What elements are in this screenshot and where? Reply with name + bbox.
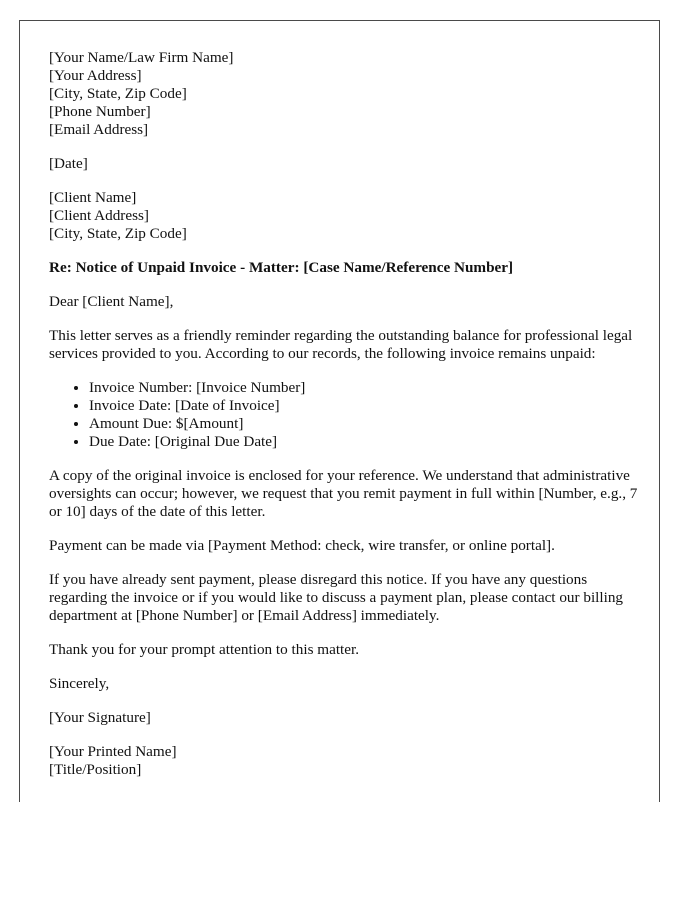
list-item-due-date: • Due Date: [Original Due Date] — [89, 433, 639, 451]
sender-city-state-zip: [City, State, Zip Code] — [49, 85, 187, 102]
recipient-address: [Client Address] — [49, 207, 149, 224]
recipient-city-state-zip: [City, State, Zip Code] — [49, 225, 187, 242]
date-block — [49, 155, 639, 173]
letter-date: [Date] — [49, 155, 88, 172]
closing: Sincerely, — [49, 675, 110, 692]
paragraph-payment: Payment can be made via [Payment Method: check, wire transfer, or online portal]. — [49, 537, 555, 554]
signature: [Your Signature] — [49, 709, 151, 726]
title-position: [Title/Position] — [49, 761, 142, 778]
sender-email: [Email Address] — [49, 121, 149, 138]
letter-page — [19, 20, 660, 802]
sender-address: [Your Address] — [49, 67, 142, 84]
letter-body — [49, 49, 639, 779]
paragraph-contact: If you have already sent payment, please disregard this notice. If you have any questions regarding the invoice or if you would like to discuss a payment plan, please contact our billing department at [Phone Number] or [Email Address] immediately. — [49, 571, 624, 624]
recipient-block — [49, 189, 639, 243]
paragraph-request: A copy of the original invoice is enclosed for your reference. We understand that administrative oversights can occur; however, we request that you remit payment in full within [Number, e.g., 7 or 10] days of the date of this letter. — [49, 467, 638, 520]
subject-line: Re: Notice of Unpaid Invoice - Matter: [Case Name/Reference Number] — [49, 259, 514, 276]
list-item-invoice-date: • Invoice Date: [Date of Invoice] — [89, 397, 639, 415]
signature-block — [49, 743, 639, 779]
salutation: Dear [Client Name], — [49, 293, 174, 310]
paragraph-thanks: Thank you for your prompt attention to this matter. — [49, 641, 360, 658]
invoice-details-list — [49, 379, 639, 451]
sender-phone: [Phone Number] — [49, 103, 151, 120]
list-item-amount-due: • Amount Due: $[Amount] — [89, 415, 639, 433]
list-item-invoice-number: • Invoice Number: [Invoice Number] — [89, 379, 639, 397]
sender-name: [Your Name/Law Firm Name] — [49, 49, 234, 66]
paragraph-intro: This letter serves as a friendly reminder regarding the outstanding balance for professional legal services provided to you. According to our records, the following invoice remains unpaid: — [49, 327, 633, 362]
sender-block — [49, 49, 639, 139]
printed-name: [Your Printed Name] — [49, 743, 177, 760]
recipient-name: [Client Name] — [49, 189, 137, 206]
